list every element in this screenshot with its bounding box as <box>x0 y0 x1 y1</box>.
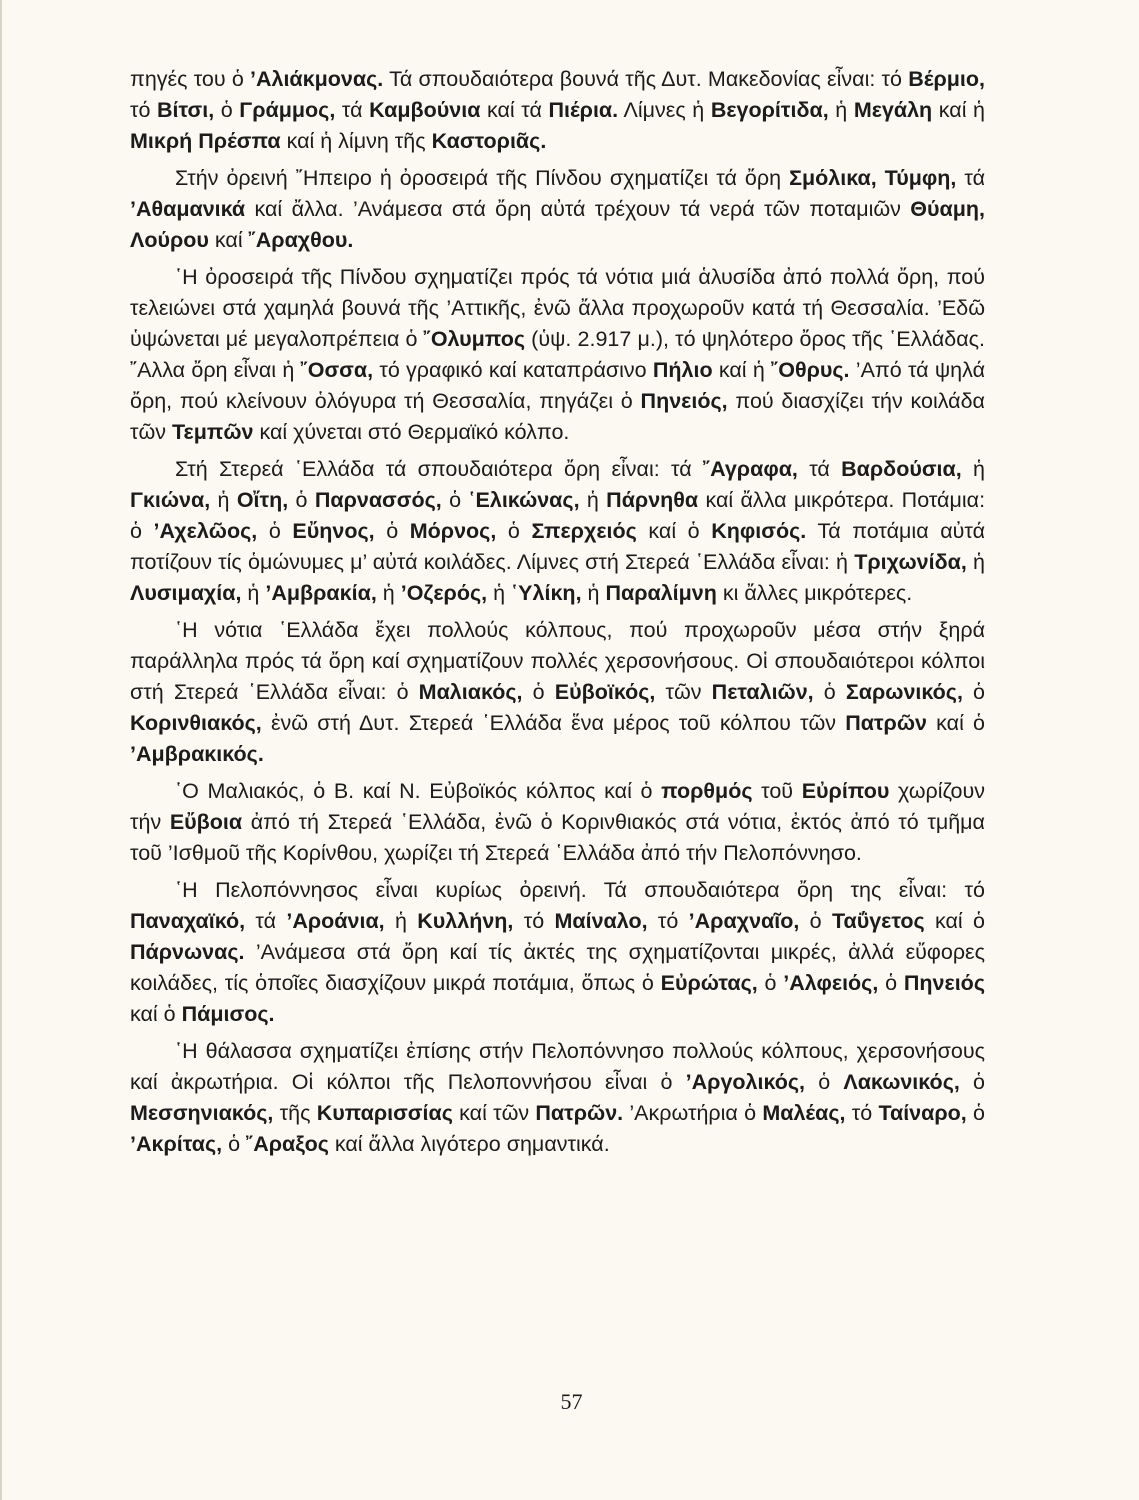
bold-term: Βέρμιο, <box>908 67 985 91</box>
bold-term: Κυλλήνη, <box>417 909 514 933</box>
bold-term: Πηνειός, <box>640 389 728 413</box>
paragraph <box>130 615 985 770</box>
text-run: ἡ <box>961 457 985 481</box>
bold-term: ῾Ελικώνας, <box>468 488 580 512</box>
text-run: ὁ <box>222 1132 247 1156</box>
text-run: καί τά <box>480 98 549 122</box>
text-run: πού διασχίζει τήν κοιλάδα τῶν <box>130 389 985 444</box>
text-run: ἡ <box>241 581 266 605</box>
bold-term: ῎Ολυμπος <box>423 327 526 351</box>
bold-term: Παναχαϊκό, <box>130 909 246 933</box>
text-run: καί ὁ <box>924 909 985 933</box>
bold-term: ’Αμβρακία, <box>265 581 377 605</box>
text-run: ῾Η νότια ῾Ελλάδα ἔχει πολλούς κόλπους, πού προχωροῦν μέσα στήν ξηρά παράλληλα πρός τά ὄρη καί σχηματίζουν πολλές χερσονήσους. Οἱ σπουδαιότεροι κόλποι στή Στερεά ῾Ελλάδα εἶναι: ὁ <box>130 618 985 704</box>
text-run: τά <box>797 457 842 481</box>
text-run: καί ἄλλα λιγότερο σημαντικά. <box>328 1132 610 1156</box>
text-run: ἡ <box>579 488 607 512</box>
paragraph <box>130 163 985 256</box>
text-run: ἐνῶ στή Δυτ. Στερεά ῾Ελλάδα ἕνα μέρος τοῦ κόλπου τῶν <box>261 711 846 735</box>
bold-term: Μεγάλη <box>853 98 933 122</box>
page-number: 57 <box>560 1389 583 1414</box>
bold-term: Βαρδούσια, <box>841 457 962 481</box>
bold-term: ’Αροάνια, <box>286 909 385 933</box>
text-run: τά <box>956 166 986 190</box>
text-run: ὁ <box>522 680 555 704</box>
text-run: ὁ <box>288 488 315 512</box>
bold-term: Ταΰγετος <box>831 909 925 933</box>
bold-term: Γκιώνα, <box>130 488 211 512</box>
bold-term: Εὔηνος, <box>292 519 375 543</box>
bold-term: Εὐβοϊκός, <box>554 680 656 704</box>
text-run: τῶν <box>655 680 712 704</box>
text-run: ῾Ο Μαλιακός, ὁ Β. καί Ν. Εὐβοϊκός κόλπος καί ὁ <box>175 779 662 803</box>
bold-term: ’Αθαμανικά <box>130 197 246 221</box>
bold-term: Σμόλικα, Τύμφη, <box>789 166 957 190</box>
bold-term: Λυσιμαχία, <box>130 581 242 605</box>
bold-term: Μεσσηνιακός, <box>130 1101 274 1125</box>
bold-term: Βίτσι, <box>157 98 215 122</box>
text-run: Τά σπουδαιότερα βουνά τῆς Δυτ. Μακεδονίας εἶναι: τό <box>383 67 909 91</box>
bold-term: Μαλέας, <box>762 1101 846 1125</box>
paragraph <box>130 454 985 609</box>
text-run: τό <box>647 909 689 933</box>
bold-term: Τεμπῶν <box>172 420 254 444</box>
bold-term: Καστοριᾶς. <box>431 129 547 153</box>
bold-term: Βεγορίτιδα, <box>710 98 829 122</box>
bold-term: Παραλίμνη <box>605 581 717 605</box>
text-run: τοῦ <box>752 779 802 803</box>
text-run: χωρίζουν τήν <box>130 779 985 834</box>
text-run: καί <box>208 228 249 252</box>
paragraph <box>130 1036 985 1160</box>
bold-term: Εὔβοια <box>169 810 243 834</box>
bold-term: Θύαμη, Λούρου <box>130 197 985 252</box>
text-run: ἡ <box>376 581 401 605</box>
text-run: καί τῶν <box>452 1101 536 1125</box>
bold-term: Κορινθιακός, <box>130 711 262 735</box>
bold-term: ’Αραχναῖο, <box>688 909 800 933</box>
text-run: ἡ <box>828 98 854 122</box>
text-run: καί ὁ <box>636 519 712 543</box>
bold-term: Οἴτη, <box>236 488 289 512</box>
paragraph <box>130 64 985 157</box>
bold-term: ’Ακρίτας, <box>130 1132 223 1156</box>
bold-term: Κυπαρισσίας <box>316 1101 453 1125</box>
text-run: καί ἡ <box>932 98 985 122</box>
bold-term: Πήλιο <box>652 358 713 382</box>
text-run: τό <box>130 98 158 122</box>
bold-term: Μικρή Πρέσπα <box>130 129 281 153</box>
bold-term: Πιέρια. <box>548 98 619 122</box>
text-run: ὁ <box>214 98 240 122</box>
text-run: ὁ <box>257 519 293 543</box>
text-run: ῾Η θάλασσα σχηματίζει ἐπίσης στήν Πελοπόννησο πολλούς κόλπους, χερσονήσους καί ἀκρωτήρια. Οἱ κόλποι τῆς Πελοποννήσου εἶναι ὁ <box>130 1039 985 1094</box>
text-run: ὁ <box>757 971 784 995</box>
bold-term: πορθμός <box>661 779 753 803</box>
paragraph <box>130 776 985 869</box>
text-run: τά <box>245 909 287 933</box>
text-run: Στή Στερεά ῾Ελλάδα τά σπουδαιότερα ὄρη εἶναι: τά <box>175 457 703 481</box>
bold-term: Εὐρώτας, <box>660 971 758 995</box>
text-run: τό <box>845 1101 879 1125</box>
bold-term: Πατρῶν. <box>535 1101 624 1125</box>
bold-term: ῾Υλίκη, <box>511 581 582 605</box>
text-run: καί ὁ <box>926 711 985 735</box>
text-run: καί χύνεται στό Θερμαϊκό κόλπο. <box>253 420 570 444</box>
bold-term: Πάρνωνας. <box>130 940 245 964</box>
text-run: κι ἄλλες μικρότερες. <box>716 581 913 605</box>
bold-term: ’Αλιάκμονας. <box>250 67 384 91</box>
text-run: ὁ <box>441 488 469 512</box>
text-run: τό γραφικό καί καταπράσινο <box>373 358 653 382</box>
bold-term: Σαρωνικός, <box>845 680 963 704</box>
text-run: ὁ <box>878 971 904 995</box>
bold-term: ῎Αραξος <box>246 1132 329 1156</box>
bold-term: Πεταλιῶν, <box>711 680 814 704</box>
bold-term: Γράμμος, <box>239 98 336 122</box>
bold-term: Πάρνηθα <box>606 488 699 512</box>
bold-term: ’Αχελῶος, <box>153 519 258 543</box>
bold-term: Μαίναλο, <box>554 909 648 933</box>
paragraph <box>130 262 985 448</box>
bold-term: Εὐρίπου <box>801 779 890 803</box>
text-run: ὁ <box>962 680 986 704</box>
text-run: ’Ακρωτήρια ὁ <box>623 1101 763 1125</box>
bold-term: ῎Αγραφα, <box>702 457 798 481</box>
bold-term: Πηνειός <box>903 971 985 995</box>
bold-term: ’Αλφειός, <box>783 971 879 995</box>
text-run: ὁ <box>496 519 532 543</box>
text-run: ὁ <box>805 1070 844 1094</box>
text-run: καί ἄλλα μικρότερα. Ποτάμια: ὁ <box>130 488 986 543</box>
text-run: ὁ <box>374 519 410 543</box>
bold-term: ’Αργολικός, <box>685 1070 806 1094</box>
text-run: ἡ <box>581 581 606 605</box>
bold-term: Καμβούνια <box>369 98 481 122</box>
text-run: τά <box>335 98 370 122</box>
text-run: (ὑψ. 2.917 μ.), τό ψηλότερο ὄρος τῆς ῾Ελλάδας. ῎Αλλα ὄρη εἶναι ἡ <box>130 327 985 382</box>
bold-term: ’Οζερός, <box>400 581 488 605</box>
bold-term: Τριχωνίδα, <box>854 550 967 574</box>
bold-term: Κηφισός. <box>711 519 807 543</box>
text-run: ῾Η Πελοπόννησος εἶναι κυρίως ὀρεινή. Τά σπουδαιότερα ὄρη της εἶναι: τό <box>175 878 985 902</box>
bold-term: Λακωνικός, <box>843 1070 960 1094</box>
text-run: καί ἡ λίμνη τῆς <box>280 129 432 153</box>
text-run: Τά ποτάμια αὐτά ποτίζουν τίς ὁμώνυμες μ’ αὐτά κοιλάδες. Λίμνες στή Στερεά ῾Ελλάδα εἶναι: ἡ <box>130 519 986 574</box>
text-run: ὁ <box>966 1101 985 1125</box>
bold-term: ῎Αραχθου. <box>248 228 354 252</box>
text-run: τῆς <box>273 1101 317 1125</box>
text-run: καί ἡ <box>712 358 772 382</box>
text-run: τό <box>513 909 555 933</box>
text-run: ῾Η ὀροσειρά τῆς Πίνδου σχηματίζει πρός τά νότια μιά ἁλυσίδα ἀπό πολλά ὄρη, πού τελειώνει στά χαμηλά βουνά τῆς ’Αττικῆς, ἐνῶ ἄλλα προχωροῦν κατά τή Θεσσαλία. ’Εδῶ ὑψώνεται μέ μεγαλοπρέπεια ὁ <box>130 265 985 351</box>
text-run: καί ὁ <box>130 1002 182 1026</box>
text-run: ὁ <box>813 680 846 704</box>
text-body <box>130 64 985 1160</box>
bold-term: Παρνασσός, <box>314 488 442 512</box>
text-run: ἡ <box>487 581 512 605</box>
text-run: Στήν ὀρεινή ῎Ηπειρο ἡ ὀροσειρά τῆς Πίνδου σχηματίζει τά ὄρη <box>175 166 790 190</box>
text-run: πηγές του ὁ <box>130 67 250 91</box>
text-run: καί ἄλλα. ’Ανάμεσα στά ὄρη αὐτά τρέχουν τά νερά τῶν ποταμιῶν <box>245 197 911 221</box>
text-run: Λίμνες ἡ <box>618 98 711 122</box>
bold-term: Πάμισος. <box>181 1002 275 1026</box>
bold-term: Σπερχειός <box>531 519 637 543</box>
paragraph <box>130 875 985 1030</box>
text-run: ’Ανάμεσα στά ὄρη καί τίς ἀκτές της σχηματίζονται μικρές, ἀλλά εὔφορες κοιλάδες, τίς ὁποῖες διασχίζουν μικρά ποτάμια, ὅπως ὁ <box>130 940 985 995</box>
text-run: ’Από τά ψηλά ὄρη, πού κλείνουν ὁλόγυρα τή Θεσσαλία, πηγάζει ὁ <box>130 358 985 413</box>
text-run: ἡ <box>966 550 986 574</box>
bold-term: ῎Οσσα, <box>300 358 374 382</box>
bold-term: ῎Οθρυς. <box>771 358 850 382</box>
bold-term: Πατρῶν <box>845 711 927 735</box>
text-run: ἡ <box>210 488 237 512</box>
text-run: ἀπό τή Στερεά ῾Ελλάδα, ἐνῶ ὁ Κορινθιακός στά νότια, ἐκτός ἀπό τό τμῆμα τοῦ ’Ισθμοῦ τῆς Κορίνθου, χωρίζει τή Στερεά ῾Ελλάδα ἀπό τήν Πελοπόννησο. <box>130 810 985 865</box>
bold-term: Μόρνος, <box>409 519 497 543</box>
text-run: ὁ <box>959 1070 985 1094</box>
text-run: ὁ <box>799 909 832 933</box>
bold-term: ’Αμβρακικός. <box>130 742 264 766</box>
bold-term: Ταίναρο, <box>878 1101 967 1125</box>
bold-term: Μαλιακός, <box>418 680 523 704</box>
text-run: ἡ <box>384 909 418 933</box>
